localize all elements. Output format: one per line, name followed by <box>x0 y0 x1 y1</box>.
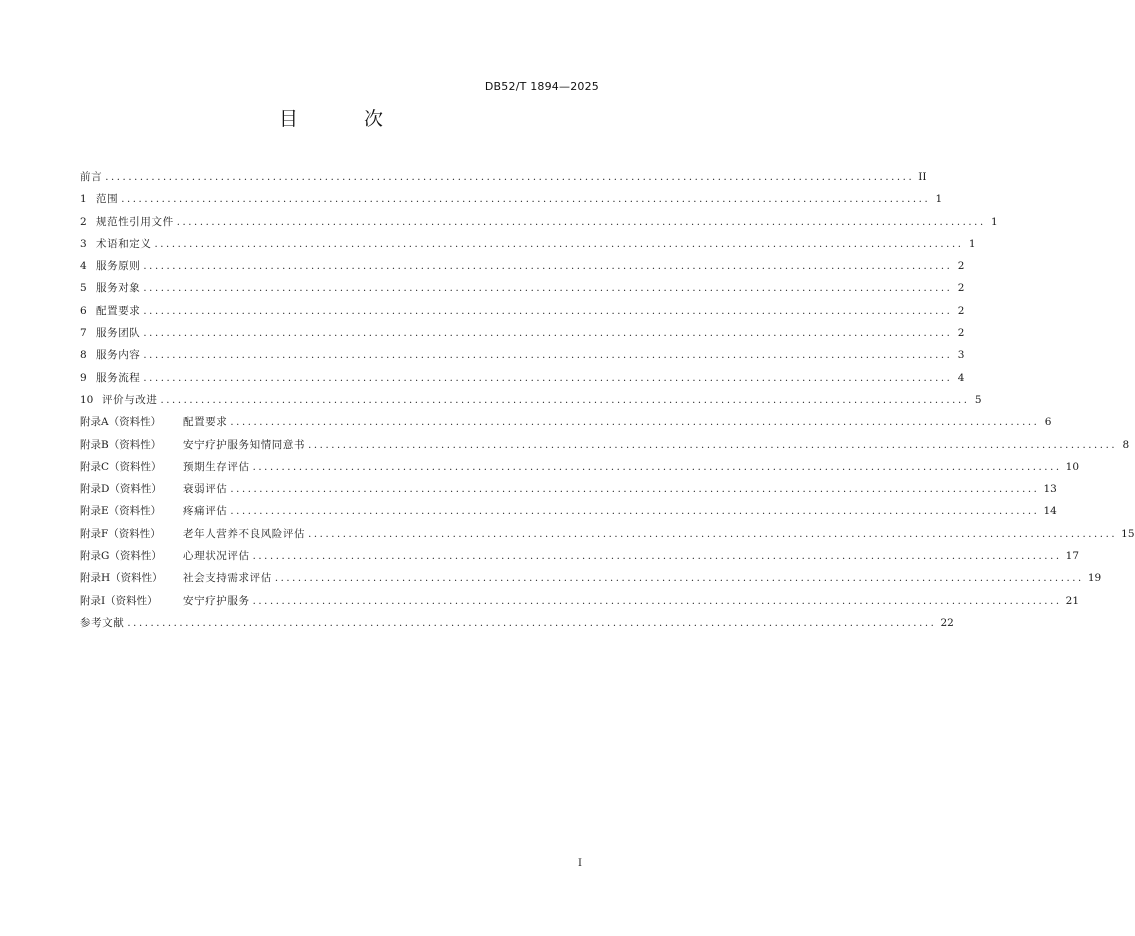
toc-entry-page: 1 <box>935 193 943 206</box>
toc-entry-page: 13 <box>1043 483 1057 496</box>
toc-entry-page: 14 <box>1043 505 1057 518</box>
toc-entry[interactable] <box>80 277 965 299</box>
toc-entry-number: 10 <box>80 393 94 406</box>
toc-entry-label: 衰弱评估 <box>183 483 228 496</box>
toc-entry[interactable] <box>80 567 1102 589</box>
toc-entry-page: 1 <box>991 215 998 228</box>
toc-entry[interactable] <box>80 233 976 255</box>
toc-entry[interactable] <box>80 612 954 634</box>
toc-entry-number: 附录B（资料性） <box>80 438 162 451</box>
toc-entry-page: 3 <box>957 349 965 362</box>
dot-leader: ............................................................................................................................................ <box>143 350 953 362</box>
toc-entry-label: 范围 <box>96 193 119 206</box>
dot-leader: ............................................................................................................................................ <box>143 328 953 340</box>
toc-entry-page: 19 <box>1087 572 1102 585</box>
toc-entry-number: 附录D（资料性） <box>80 483 162 496</box>
toc-entry-page: II <box>918 171 927 183</box>
toc-entry-number: 3 <box>80 237 87 250</box>
toc-entry-number: 1 <box>80 193 87 206</box>
dot-leader: ............................................................................................................................................ <box>143 261 953 273</box>
toc-entry-number: 7 <box>80 327 87 340</box>
dot-leader: ............................................................................................................................................ <box>274 573 1084 585</box>
toc-entry-page: 10 <box>1065 460 1080 473</box>
toc-entry-page: 2 <box>957 282 965 295</box>
toc-entry-number: 9 <box>80 371 87 384</box>
dot-leader: ............................................................................................................................................ <box>308 439 1118 451</box>
toc-entry-page: 4 <box>957 371 965 384</box>
dot-leader: ............................................................................................................................................ <box>308 528 1118 540</box>
toc-entry-label: 安宁疗护服务知情同意书 <box>183 438 306 451</box>
dot-leader: ............................................................................................................................................ <box>143 372 953 384</box>
toc-entry-page: 5 <box>974 393 982 406</box>
toc-entry[interactable] <box>80 188 943 210</box>
toc-entry-number: 2 <box>80 215 87 228</box>
toc-entry[interactable] <box>80 344 965 366</box>
toc-entry-page: 8 <box>1122 438 1130 451</box>
toc-entry-page: 21 <box>1065 594 1080 607</box>
toc-entry[interactable] <box>80 590 1080 612</box>
toc-entry-number: 附录H（资料性） <box>80 572 163 585</box>
toc-entry[interactable] <box>80 389 982 411</box>
dot-leader: ............................................................................................................................................ <box>160 394 970 406</box>
toc-entry-number: 附录F（资料性） <box>80 527 161 540</box>
dot-leader: ............................................................................................................................................ <box>230 484 1040 496</box>
toc-entry-label: 心理状况评估 <box>183 550 250 563</box>
toc-entry-page: 6 <box>1044 416 1052 429</box>
toc-entry[interactable] <box>80 456 1080 478</box>
toc-entry-number: 附录E（资料性） <box>80 505 162 518</box>
toc-entry-label: 疼痛评估 <box>183 505 228 518</box>
toc-entry[interactable] <box>80 478 1057 500</box>
dot-leader: ............................................................................................................................................ <box>252 595 1062 607</box>
toc-entry-label: 安宁疗护服务 <box>183 594 250 607</box>
dot-leader: ............................................................................................................................................ <box>105 172 915 183</box>
toc-entry-label: 配置要求 <box>96 304 141 317</box>
toc-entry-label: 预期生存评估 <box>183 460 250 473</box>
toc-entry-label: 服务原则 <box>96 260 141 273</box>
dot-leader: ............................................................................................................................................ <box>252 551 1062 563</box>
toc-entry-label: 参考文献 <box>80 616 125 629</box>
dot-leader: ............................................................................................................................................ <box>176 216 986 228</box>
page-number: I <box>578 858 582 869</box>
toc-entry-number: 8 <box>80 349 87 362</box>
toc-entry-page: 17 <box>1065 550 1080 563</box>
toc-entry[interactable] <box>80 300 965 322</box>
dot-leader: ............................................................................................................................................ <box>252 461 1062 473</box>
toc-entry-number: 附录I（资料性） <box>80 594 158 607</box>
toc-entry-number: 附录C（资料性） <box>80 460 162 473</box>
dot-leader: ............................................................................................................................................ <box>143 283 953 295</box>
toc-entry-number: 6 <box>80 304 87 317</box>
toc-entry-label: 服务内容 <box>96 349 141 362</box>
dot-leader: ............................................................................................................................................ <box>230 506 1040 518</box>
toc-title: 目 次 <box>278 108 414 130</box>
toc-entry-page: 22 <box>940 616 954 629</box>
toc-entry-number: 附录G（资料性） <box>80 550 162 563</box>
dot-leader: ............................................................................................................................................ <box>121 194 931 206</box>
toc-entry[interactable] <box>80 500 1057 522</box>
toc-entry[interactable] <box>80 367 965 389</box>
toc-entry[interactable] <box>80 255 965 277</box>
toc-entry-label: 评价与改进 <box>102 393 158 406</box>
toc-entry[interactable] <box>80 545 1080 567</box>
toc-entry[interactable] <box>80 523 1135 545</box>
toc-entry[interactable] <box>80 211 998 233</box>
dot-leader: ............................................................................................................................................ <box>143 305 953 317</box>
toc-entry[interactable] <box>80 166 927 188</box>
toc-entry[interactable] <box>80 322 965 344</box>
toc-entry-label: 服务对象 <box>96 282 141 295</box>
toc-entry-label: 服务流程 <box>96 371 141 384</box>
document-code: DB52/T 1894—2025 <box>484 80 599 93</box>
toc-entry-page: 2 <box>957 327 965 340</box>
dot-leader: ............................................................................................................................................ <box>230 417 1040 429</box>
toc-entry-number: 4 <box>80 260 87 273</box>
dot-leader: ............................................................................................................................................ <box>154 238 964 250</box>
toc-entry-label: 服务团队 <box>96 327 141 340</box>
toc-entry-label: 社会支持需求评估 <box>183 572 272 585</box>
toc-entry-page: 15 <box>1121 527 1135 540</box>
toc-entry[interactable] <box>80 434 1130 456</box>
toc-entry-number: 附录A（资料性） <box>80 416 162 429</box>
toc-entry-label: 前言 <box>80 171 103 183</box>
toc-entry-label: 规范性引用文件 <box>96 215 174 228</box>
toc-entry[interactable] <box>80 411 1052 433</box>
toc-entry-label: 老年人营养不良风险评估 <box>183 527 306 540</box>
dot-leader: ............................................................................................................................................ <box>127 617 937 629</box>
toc-entry-page: 2 <box>957 304 965 317</box>
toc-entry-page: 2 <box>957 260 965 273</box>
toc-entry-number: 5 <box>80 282 87 295</box>
toc-entry-label: 术语和定义 <box>96 237 152 250</box>
toc-entry-page: 1 <box>968 237 976 250</box>
toc-list <box>80 166 1135 634</box>
toc-entry-label: 配置要求 <box>183 416 228 429</box>
